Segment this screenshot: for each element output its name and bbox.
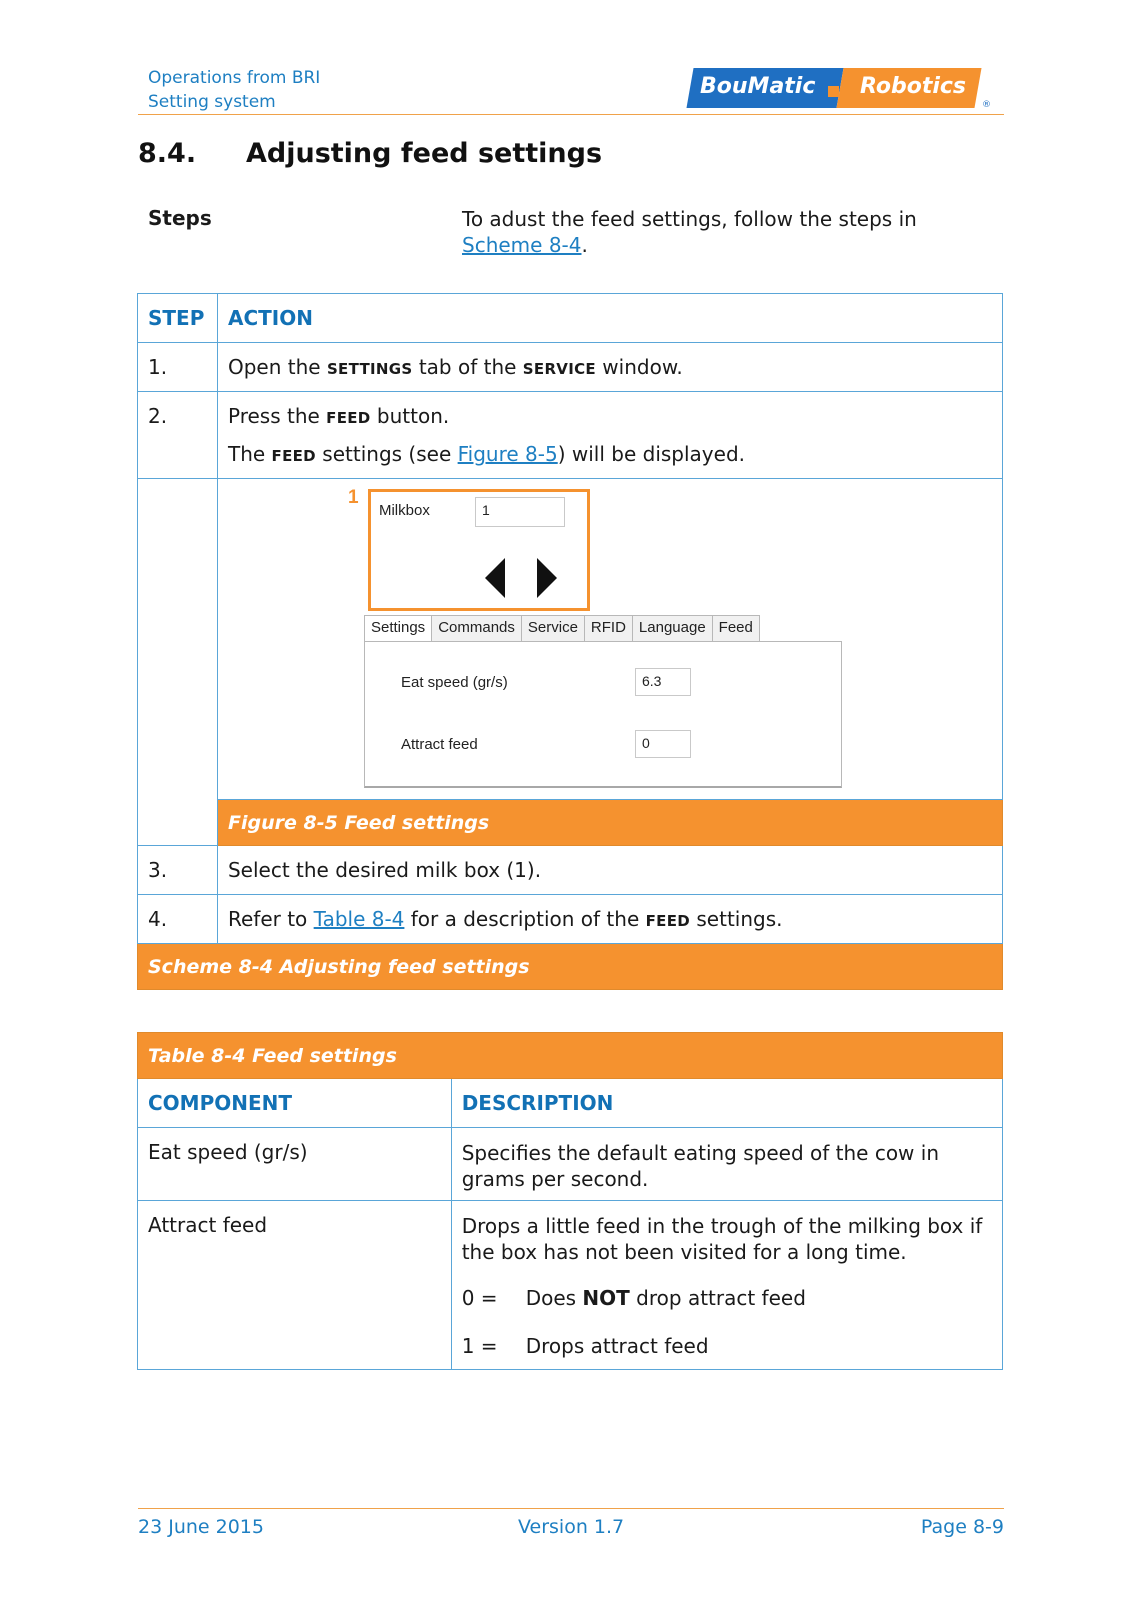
table-row — [138, 895, 1003, 944]
scheme-link[interactable]: Scheme 8-4 — [462, 233, 582, 257]
figure-link[interactable]: Figure 8-5 — [457, 442, 558, 466]
milkbox-field[interactable]: 1 — [475, 497, 565, 527]
header-line-1: Operations from BRI — [148, 68, 321, 88]
footer-version: Version 1.7 — [518, 1516, 625, 1538]
scheme-caption: Scheme 8-4 Adjusting feed settings — [138, 944, 1003, 990]
next-arrow-icon[interactable] — [535, 558, 557, 598]
registered-mark: ® — [982, 100, 991, 110]
running-header — [148, 66, 320, 114]
option-1: 1 = Drops attract feed — [461, 1334, 709, 1358]
attract-feed-label: Attract feed — [400, 736, 478, 753]
header-component: COMPONENT — [138, 1079, 452, 1128]
header-line-2: Setting system — [148, 92, 276, 112]
milkbox-label: Milkbox — [378, 502, 430, 519]
feed-settings-figure — [218, 479, 1002, 799]
footer-date: 23 June 2015 — [138, 1516, 264, 1538]
section-heading — [138, 138, 602, 169]
step-number: 3. — [138, 846, 218, 895]
footer-divider — [138, 1508, 1004, 1509]
milkbox-selector — [368, 489, 590, 611]
table-row — [138, 1201, 1003, 1370]
figure-caption: Figure 8-5 Feed settings — [217, 800, 1002, 846]
option-0: 0 = Does NOT drop attract feed — [461, 1286, 806, 1310]
header-action: ACTION — [217, 294, 1002, 343]
header-description: DESCRIPTION — [451, 1079, 1002, 1128]
table-row — [138, 1128, 1003, 1201]
step-number: 4. — [138, 895, 218, 944]
step-action: Open the SETTINGS tab of the SERVICE window. — [217, 343, 1002, 392]
component-name: Eat speed (gr/s) — [138, 1128, 452, 1201]
component-description: Drops a little feed in the trough of the milking box if the box has not been visited for a long time. 0 = Does NOT drop attract feed 1 = Drops attract feed — [451, 1201, 1002, 1370]
feed-settings-panel — [364, 641, 842, 788]
tab-settings[interactable]: Settings — [364, 615, 432, 647]
header-step: STEP — [138, 294, 218, 343]
tab-commands[interactable]: Commands — [431, 615, 522, 644]
feed-settings-table — [137, 1032, 1003, 1370]
table-row — [138, 343, 1003, 392]
eat-speed-field[interactable]: 6.3 — [635, 668, 691, 696]
tab-language[interactable]: Language — [632, 615, 713, 644]
boumatic-logo — [690, 66, 990, 110]
empty-step-cell — [138, 479, 218, 846]
table-link[interactable]: Table 8-4 — [313, 907, 405, 931]
figure-cell — [217, 479, 1002, 800]
service-tabs — [364, 615, 759, 641]
tab-rfid[interactable]: RFID — [584, 615, 633, 644]
section-title: Adjusting feed settings — [246, 138, 603, 169]
scheme-table — [137, 293, 1003, 990]
table-row — [138, 392, 1003, 479]
footer-page: Page 8-9 — [920, 1516, 1004, 1538]
tab-feed[interactable]: Feed — [712, 615, 760, 644]
logo-text-boumatic: BouMatic — [700, 74, 816, 99]
previous-arrow-icon[interactable] — [485, 558, 507, 598]
table-row — [138, 846, 1003, 895]
tab-service[interactable]: Service — [521, 615, 585, 644]
logo-text-robotics: Robotics — [860, 74, 967, 99]
table-caption: Table 8-4 Feed settings — [138, 1033, 1003, 1079]
component-name: Attract feed — [138, 1201, 452, 1370]
callout-number: 1 — [347, 487, 359, 508]
section-number: 8.4. — [138, 138, 197, 169]
step-action: Press the FEED button. The FEED settings (see Figure 8-5) will be displayed. — [217, 392, 1002, 479]
step-action: Select the desired milk box (1). — [217, 846, 1002, 895]
attract-feed-field[interactable]: 0 — [635, 730, 691, 758]
step-number: 2. — [138, 392, 218, 479]
steps-text: To adust the feed settings, follow the steps in Scheme 8-4. — [462, 207, 917, 257]
eat-speed-label: Eat speed (gr/s) — [400, 674, 508, 691]
header-divider — [138, 114, 1004, 115]
step-action: Refer to Table 8-4 for a description of the FEED settings. — [217, 895, 1002, 944]
step-number: 1. — [138, 343, 218, 392]
steps-label: Steps — [148, 206, 212, 230]
component-description: Specifies the default eating speed of the cow in grams per second. — [451, 1128, 1002, 1201]
